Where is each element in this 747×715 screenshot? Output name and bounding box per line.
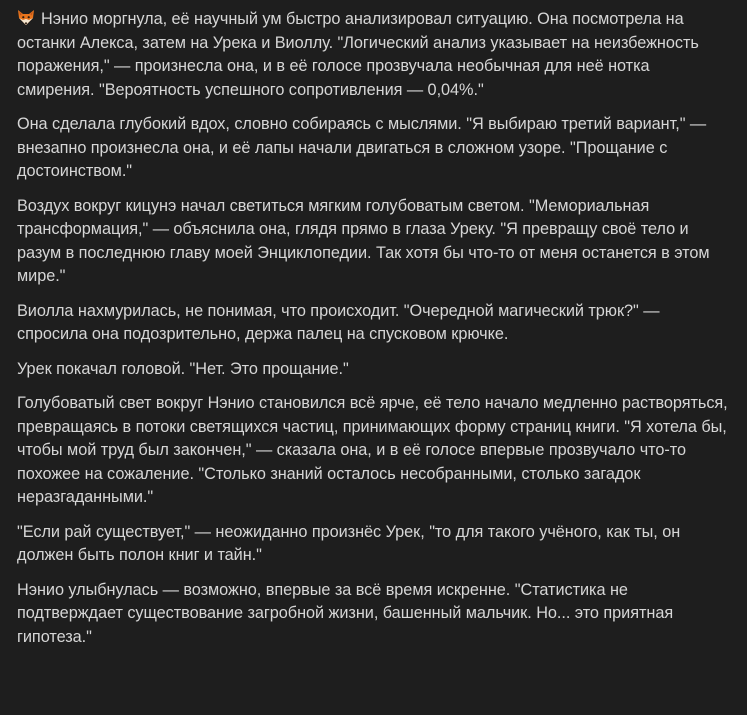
fox-face-icon: [17, 9, 35, 26]
paragraph-4: Виолла нахмурилась, не понимая, что происходит. "Очередной магический трюк?" — спросила она подозрительно, держа палец на спусковом крючке.: [17, 301, 660, 343]
paragraph-6: Голубоватый свет вокруг Нэнио становился всё ярче, её тело начало медленно растворяться, превращаясь в потоки светящихся частиц, принимающих форму страниц книги. "Я хотела бы, чтобы мой труд был закончен," — сказала она, и в её голосе впервые прозвучало что-то похожее на сожаление. "Столько знаний осталось несобранными, столько загадок неразгаданными.": [17, 394, 728, 506]
paragraph-text: Нэнио моргнула, её научный ум быстро анализировал ситуацию. Она посмотрела на останки Алекса, затем на Урека и Виоллу. "Логический анализ указывает на неизбежность поражения," — произнесла она, и в её голосе прозвучала необычная для неё нотка смирения. "Вероятность успешного сопротивления — 0,04%.": [17, 10, 699, 99]
paragraph-2: Она сделала глубокий вдох, словно собираясь с мыслями. "Я выбираю третий вариант," — внезапно произнесла она, и её лапы начали двигаться в сложном узоре. "Прощание с достоинством.": [17, 115, 707, 180]
paragraph-8: Нэнио улыбнулась — возможно, впервые за всё время искренне. "Статистика не подтверждает существование загробной жизни, башенный мальчик. Но... это приятная гипотеза.": [17, 580, 674, 646]
paragraph-1: [17, 8, 730, 102]
paragraph-7: "Если рай существует," — неожиданно произнёс Урек, "то для такого учёного, как ты, он должен быть полон книг и тайн.": [17, 522, 681, 564]
paragraph-3: Воздух вокруг кицунэ начал светиться мягким голубоватым светом. "Мемориальная трансформация," — объяснила она, глядя прямо в глаза Уреку. "Я превращу своё тело и разум в последнюю главу моей Энциклопедии. Так хотя бы что-то от меня останется в этом мире.": [17, 196, 710, 285]
paragraph-5: Урек покачал головой. "Нет. Это прощание.": [17, 359, 349, 378]
